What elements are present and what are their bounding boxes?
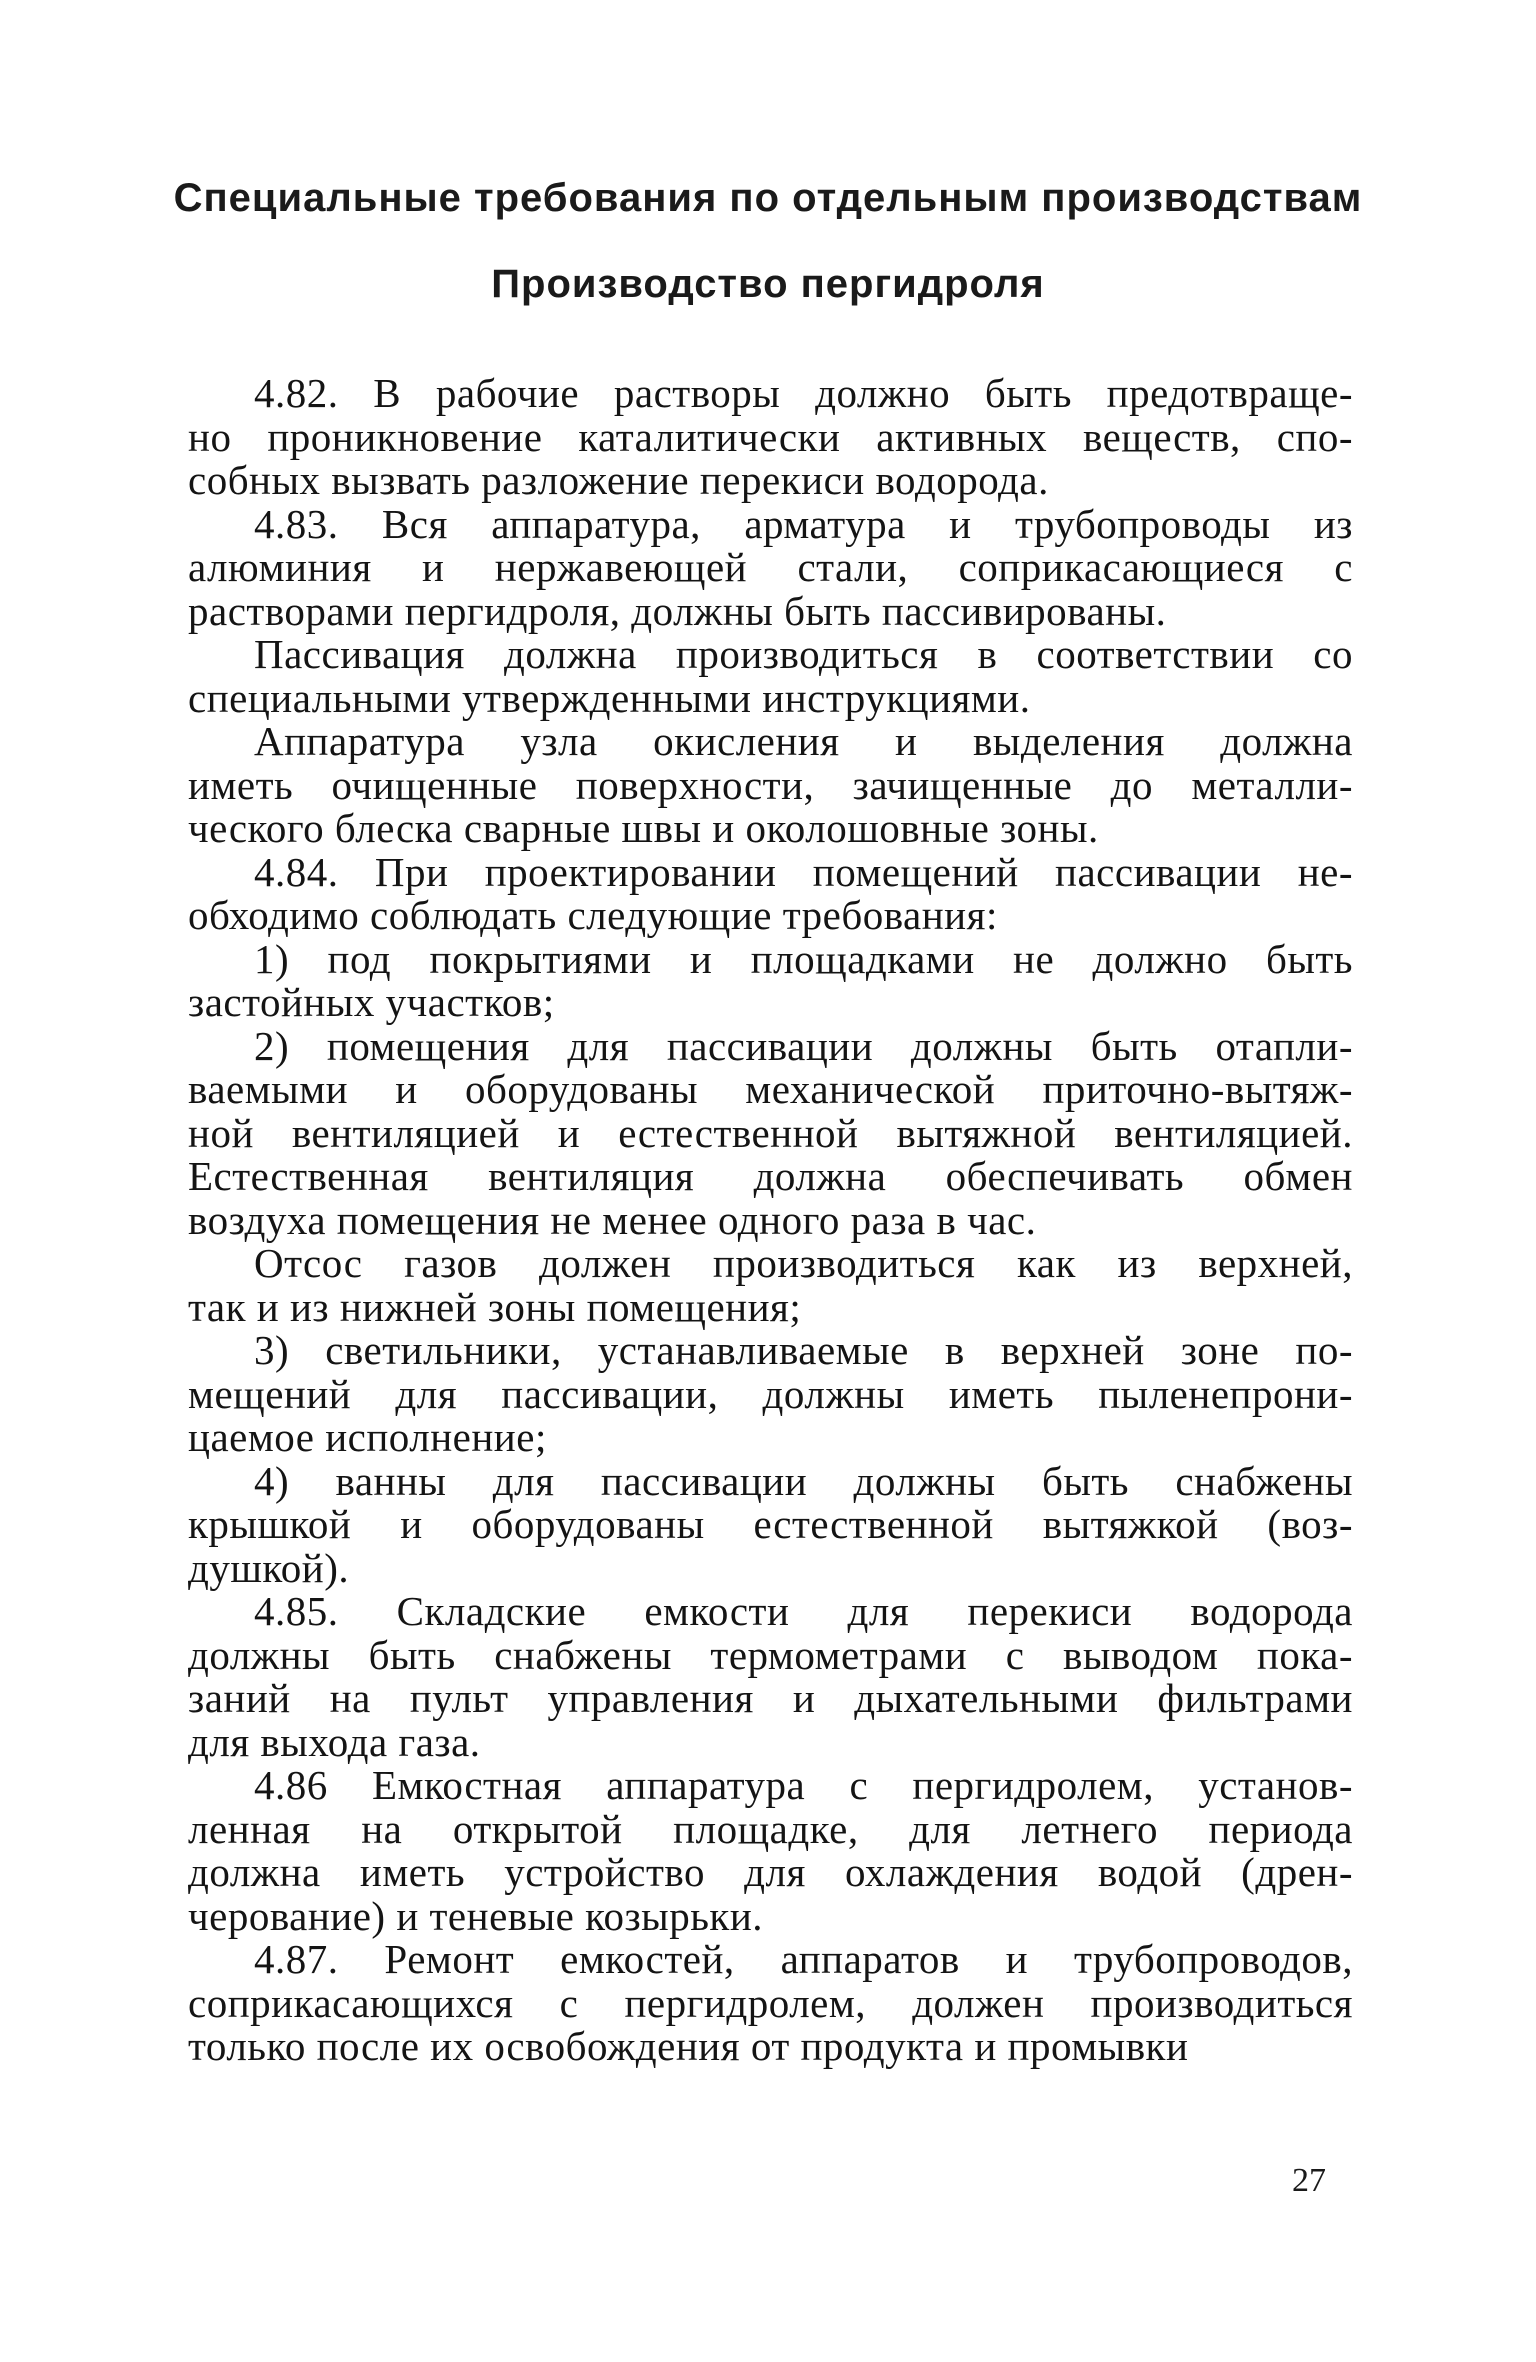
- text-line: 3) светильники, устанавливаемые в верхней зоне по-: [254, 1327, 1353, 1373]
- paragraph-p484-2b: [188, 1242, 1353, 1329]
- text-line: растворами пергидроля, должны быть пассивированы.: [188, 587, 1167, 634]
- text-line: ческого блеска сварные швы и околошовные зоны.: [188, 805, 1099, 851]
- text-line: только после их освобождения от продукта и промывки: [188, 2023, 1189, 2069]
- text-line: иметь очищенные поверхности, зачищенные до металли-: [188, 761, 1353, 808]
- text-line: ной вентиляцией и естественной вытяжной вентиляцией.: [188, 1109, 1353, 1156]
- text-line: должны быть снабжены термометрами с выводом пока-: [188, 1631, 1353, 1678]
- text-line: должна иметь устройство для охлаждения водой (дрен-: [188, 1849, 1353, 1895]
- text-line: 4.82. В рабочие растворы должно быть предотвраще-: [254, 370, 1353, 416]
- text-line: для выхода газа.: [188, 1718, 481, 1765]
- text-line: но проникновение каталитически активных веществ, спо-: [188, 413, 1353, 460]
- text-line: ленная на открытой площадке, для летнего периода: [188, 1805, 1353, 1852]
- text-line: 4.87. Ремонт емкостей, аппаратов и трубопроводов,: [254, 1936, 1353, 1982]
- text-line: Аппаратура узла окисления и выделения должна: [254, 718, 1353, 764]
- paragraph-p483: [188, 500, 1353, 634]
- paragraph-p484-1: [188, 935, 1353, 1025]
- subsection-title: Производство пергидроля: [491, 262, 1045, 306]
- section-title: Специальные требования по отдельным производствам: [173, 176, 1363, 220]
- paragraph-p483b: [188, 633, 1353, 720]
- text-line: черование) и теневые козырьки.: [188, 1892, 764, 1939]
- paragraph-p484-3: [188, 1329, 1353, 1460]
- paragraph-p484: [188, 848, 1353, 938]
- text-line: собных вызвать разложение перекиси водорода.: [188, 457, 1049, 503]
- paragraph-p484-4: [188, 1457, 1353, 1591]
- text-line: заний на пульт управления и дыхательными фильтрами: [188, 1675, 1353, 1721]
- text-line: так и из нижней зоны помещения;: [188, 1283, 802, 1330]
- paragraph-p484-2: [188, 1022, 1353, 1243]
- text-line: 4.85. Складские емкости для перекиси водорода: [254, 1588, 1353, 1634]
- paragraph-p482: [188, 372, 1353, 503]
- text-line: воздуха помещения не менее одного раза в час.: [188, 1196, 1037, 1243]
- text-line: соприкасающихся с пергидролем, должен производиться: [188, 1979, 1353, 2026]
- text-line: 2) помещения для пассивации должны быть отапли-: [254, 1022, 1353, 1069]
- text-line: душкой).: [188, 1544, 350, 1591]
- text-line: алюминия и нержавеющей стали, соприкасающиеся с: [188, 544, 1353, 590]
- text-line: 4) ванны для пассивации должны быть снабжены: [254, 1457, 1353, 1504]
- paragraph-p483c: [188, 720, 1353, 851]
- text-line: 4.83. Вся аппаратура, арматура и трубопроводы из: [254, 500, 1353, 547]
- text-line: Отсос газов должен производиться как из верхней,: [254, 1240, 1353, 1286]
- text-line: 1) под покрытиями и площадками не должно быть: [254, 935, 1353, 982]
- paragraph-p486: [188, 1764, 1353, 1938]
- paragraph-p485: [188, 1590, 1353, 1764]
- text-line: крышкой и оборудованы естественной вытяжкой (воз-: [188, 1501, 1353, 1547]
- text-line: Естественная вентиляция должна обеспечивать обмен: [188, 1153, 1353, 1199]
- text-line: ваемыми и оборудованы механической приточно-вытяж-: [188, 1066, 1353, 1112]
- text-line: специальными утвержденными инструкциями.: [188, 674, 1031, 721]
- body-text: [188, 372, 1353, 2069]
- text-line: 4.84. При проектировании помещений пассивации не-: [254, 848, 1353, 895]
- text-line: 4.86 Емкостная аппаратура с пергидролем, установ-: [254, 1762, 1353, 1808]
- text-line: Пассивация должна производиться в соответствии со: [254, 631, 1353, 677]
- text-line: застойных участков;: [188, 979, 555, 1025]
- page-number: 27: [1292, 2162, 1326, 2199]
- text-line: обходимо соблюдать следующие требования:: [188, 892, 998, 938]
- paragraph-p487: [188, 1938, 1353, 2069]
- text-line: цаемое исполнение;: [188, 1414, 547, 1460]
- text-line: мещений для пассивации, должны иметь пыленепрони-: [188, 1370, 1353, 1417]
